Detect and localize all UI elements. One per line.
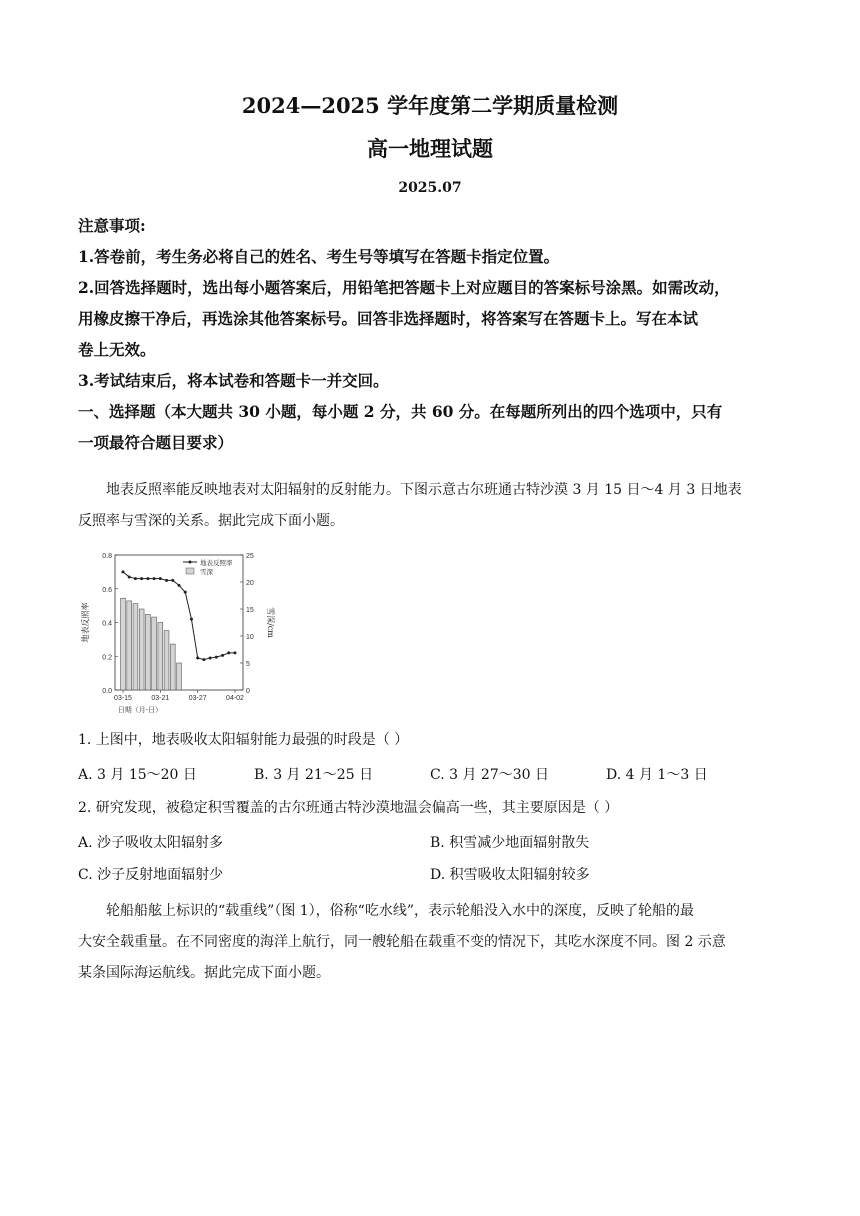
snow-depth-bar — [139, 609, 144, 690]
albedo-point — [159, 577, 162, 580]
albedo-point — [215, 656, 218, 659]
notice-item-3: 3.考试结束后，将本试卷和答题卡一并交回。 — [78, 371, 389, 390]
snow-depth-bar — [152, 617, 157, 690]
albedo-point — [190, 618, 193, 621]
y-right-tick-label: 0 — [246, 688, 250, 695]
x-tick-label: 03-21 — [151, 695, 170, 702]
question-1-option-a[interactable]: A. 3 月 15～20 日 — [78, 767, 197, 783]
question-2-stem: 2. 研究发现，被稳定积雪覆盖的古尔班通古特沙漠地温会偏高一些，其主要原因是（ ） — [78, 800, 619, 816]
albedo-point — [221, 654, 224, 657]
passage-2-line-3: 某条国际海运航线。据此完成下面小题。 — [78, 965, 330, 981]
y-left-tick-label: 0.4 — [102, 620, 112, 628]
question-1-option-d[interactable]: D. 4 月 1～3 日 — [606, 767, 708, 783]
snow-depth-bar — [170, 644, 175, 690]
legend-albedo-marker — [189, 561, 192, 564]
passage-2-line-1: 轮船船舷上标识的“载重线”（图 1），俗称“吃水线”，表示轮船没入水中的深度，反映了轮船的最 — [106, 903, 694, 919]
y-right-tick-label: 15 — [246, 607, 254, 614]
y-left-axis-label: 地表反照率 — [81, 602, 90, 643]
albedo-point — [140, 577, 143, 580]
passage-1-line-2: 反照率与雪深的关系。据此完成下面小题。 — [78, 513, 344, 529]
question-1-option-c[interactable]: C. 3 月 27～30 日 — [430, 767, 549, 783]
albedo-snow-chart — [78, 545, 278, 715]
section-heading-line-1: 一、选择题（本大题共 30 小题，每小题 2 分，共 60 分。在每题所列出的四个选项中，只有 — [78, 402, 723, 421]
y-right-tick-label: 25 — [246, 553, 254, 560]
notice-item-1: 1.答卷前，考生务必将自己的姓名、考生号等填写在答题卡指定位置。 — [78, 247, 560, 266]
passage-1-line-1: 地表反照率能反映地表对太阳辐射的反射能力。下图示意古尔班通古特沙漠 3 月 15 日～4 月 3 日地表 — [106, 482, 742, 498]
albedo-point — [128, 575, 131, 578]
y-left-tick-label: 0.0 — [102, 688, 112, 695]
passage-2 — [78, 896, 778, 989]
x-tick-label: 03-15 — [114, 695, 132, 702]
question-1-option-b[interactable]: B. 3 月 21～25 日 — [254, 767, 374, 783]
albedo-point — [196, 656, 199, 659]
albedo-point — [146, 577, 149, 580]
x-axis-label: 日期（月-日） — [117, 706, 163, 714]
question-2-option-c[interactable]: C. 沙子反射地面辐射少 — [78, 867, 224, 883]
albedo-point — [227, 651, 230, 654]
y-right-tick-label: 10 — [246, 634, 254, 641]
y-left-tick-label: 0.8 — [102, 553, 112, 560]
notice-item-2-line-3: 卷上无效。 — [78, 340, 156, 359]
notice-section — [78, 210, 778, 458]
snow-depth-bar — [177, 663, 182, 690]
exam-subject: 高一地理试题 — [367, 136, 493, 161]
y-left-tick-label: 0.6 — [102, 586, 112, 594]
passage-1 — [78, 475, 778, 537]
notice-heading: 注意事项: — [78, 216, 146, 235]
passage-2-line-2: 大安全载重量。在不同密度的海洋上航行，同一艘轮船在载重不变的情况下，其吃水深度不同。图 2 示意 — [78, 934, 726, 950]
section-heading-line-2: 一项最符合题目要求） — [78, 433, 234, 452]
snow-depth-bar — [133, 604, 138, 690]
albedo-point — [165, 579, 168, 582]
x-tick-label: 03-27 — [188, 695, 207, 702]
legend-snow-label: 雪深 — [200, 568, 213, 576]
question-2-option-a[interactable]: A. 沙子吸收太阳辐射多 — [78, 835, 224, 851]
y-left-tick-label: 0.2 — [102, 654, 112, 662]
albedo-point — [234, 651, 237, 654]
snow-depth-bar — [145, 614, 150, 690]
y-right-axis-label: 雪深/cm — [266, 607, 275, 638]
legend-albedo-label: 地表反照率 — [200, 559, 233, 567]
snow-depth-bar — [158, 623, 163, 691]
notice-item-2-line-1: 2.回答选择题时，选出每小题答案后，用铅笔把答题卡上对应题目的答案标号涂黑。如需改动， — [78, 278, 730, 297]
albedo-point — [122, 570, 125, 573]
snow-depth-bar — [164, 631, 169, 690]
snow-depth-bar — [127, 601, 132, 690]
y-right-tick-label: 5 — [246, 661, 250, 668]
question-2-option-b[interactable]: B. 积雪减少地面辐射散失 — [430, 835, 590, 851]
albedo-point — [184, 591, 187, 594]
albedo-point — [171, 579, 174, 582]
exam-title: 2024—2025 学年度第二学期质量检测 — [241, 93, 619, 118]
legend-snow-swatch — [186, 568, 194, 574]
albedo-point — [134, 577, 137, 580]
exam-date: 2025.07 — [398, 180, 462, 196]
snow-depth-bar — [121, 598, 126, 690]
albedo-point — [153, 577, 156, 580]
albedo-point — [178, 584, 181, 587]
albedo-point — [202, 658, 205, 661]
notice-item-2-line-2: 用橡皮擦干净后，再选涂其他答案标号。回答非选择题时，将答案写在答题卡上。写在本试 — [78, 309, 699, 328]
albedo-point — [209, 656, 212, 659]
x-tick-label: 04-02 — [226, 695, 244, 702]
y-right-tick-label: 20 — [246, 580, 254, 587]
question-1-stem: 1. 上图中，地表吸收太阳辐射能力最强的时段是（ ） — [78, 732, 409, 748]
question-2-option-d[interactable]: D. 积雪吸收太阳辐射较多 — [430, 867, 590, 883]
